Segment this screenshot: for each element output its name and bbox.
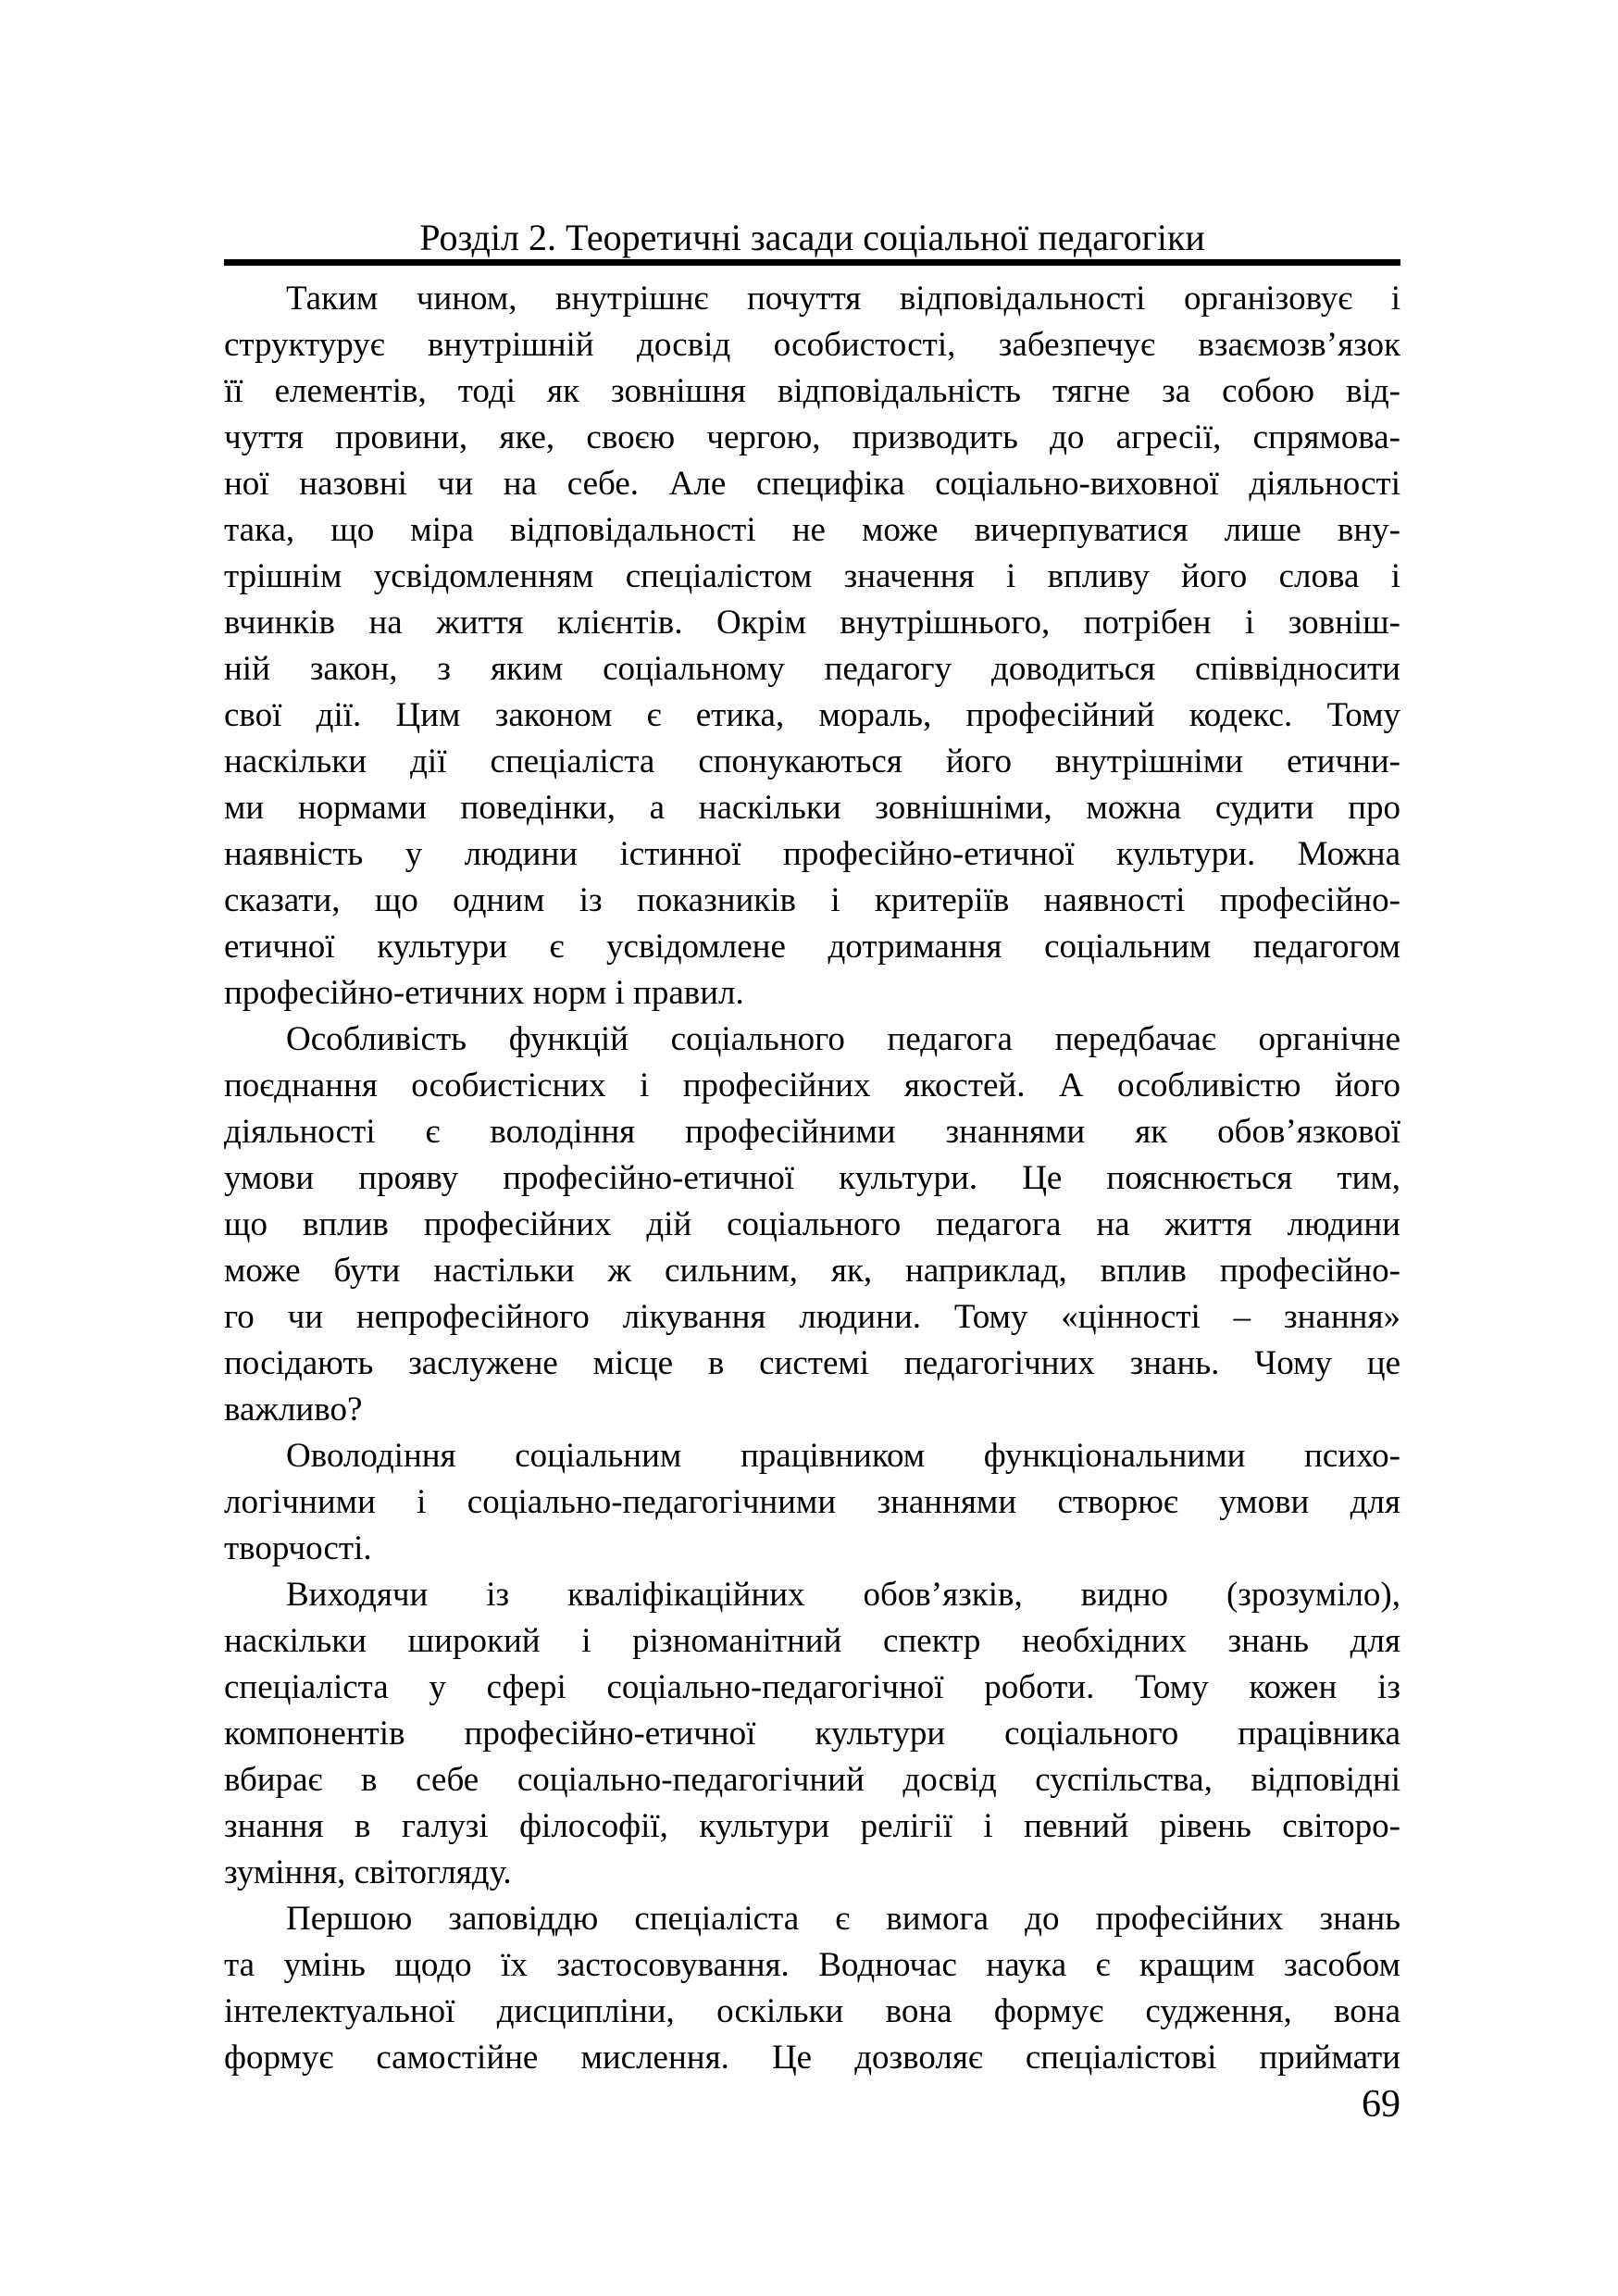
page-body-text xyxy=(224,276,1400,2081)
running-header xyxy=(224,217,1400,266)
text-line: та умінь щодо їх застосовування. Водночас наука є кращим засобом xyxy=(224,1946,1400,1984)
text-line: вбирає в себе соціально-педагогічний досвід суспільства, відповідні xyxy=(224,1761,1400,1799)
text-line: структурує внутрішній досвід особистості, забезпечує взаємозв’язок xyxy=(224,326,1400,364)
text-line: трішнім усвідомленням спеціалістом значення і впливу його слова і xyxy=(224,557,1400,595)
text-line: вчинків на життя клієнтів. Окрім внутрішнього, потрібен і зовніш- xyxy=(224,604,1400,642)
text-line: наскільки широкий і різноманітний спектр необхідних знань для xyxy=(224,1622,1400,1660)
text-line: може бути настільки ж сильним, як, наприклад, вплив професійно- xyxy=(224,1252,1400,1290)
text-line: інтелектуальної дисципліни, оскільки вона формує судження, вона xyxy=(224,1992,1400,2030)
text-line: наявність у людини істинної професійно-етичної культури. Можна xyxy=(224,835,1400,873)
text-line: діяльності є володіння професійними знаннями як обов’язкової xyxy=(224,1113,1400,1151)
text-line: творчості. xyxy=(224,1529,372,1567)
page-number: 69 xyxy=(1362,2083,1400,2126)
chapter-title: Розділ 2. Теоретичні засади соціальної педагогіки xyxy=(419,217,1205,258)
text-line: Оволодіння соціальним працівником функціональними психо- xyxy=(286,1437,1400,1475)
text-line: го чи непрофесійного лікування людини. Тому «цінності – знання» xyxy=(224,1298,1400,1336)
text-line: Таким чином, внутрішнє почуття відповідальності організовує і xyxy=(286,280,1400,318)
text-line: свої дії. Цим законом є етика, мораль, професійний кодекс. Тому xyxy=(224,696,1400,734)
text-line: сказати, що одним із показників і критеріїв наявності професійно- xyxy=(224,881,1400,919)
text-line: чуття провини, яке, своєю чергою, призводить до агресії, спрямова- xyxy=(224,418,1400,456)
text-line: Виходячи із кваліфікаційних обов’язків, видно (зрозуміло), xyxy=(286,1576,1400,1614)
text-line: що вплив професійних дій соціального педагога на життя людини xyxy=(224,1205,1400,1243)
text-line: її елементів, тоді як зовнішня відповідальність тягне за собою від- xyxy=(224,372,1400,410)
text-line: спеціаліста у сфері соціально-педагогічної роботи. Тому кожен із xyxy=(224,1668,1400,1706)
text-line: професійно-етичних норм і правил. xyxy=(224,974,744,1012)
text-line: ми нормами поведінки, а наскільки зовнішніми, можна судити про xyxy=(224,789,1400,827)
text-line: важливо? xyxy=(224,1391,363,1429)
text-line: етичної культури є усвідомлене дотримання соціальним педагогом xyxy=(224,928,1400,966)
text-line: зуміння, світогляду. xyxy=(224,1853,512,1891)
text-line: Першою заповіддю спеціаліста є вимога до професійних знань xyxy=(286,1900,1400,1938)
text-line: наскільки дії спеціаліста спонукаються його внутрішніми етични- xyxy=(224,742,1400,780)
text-line: умови прояву професійно-етичної культури. Це пояснюється тим, xyxy=(224,1159,1400,1197)
text-line: ної назовні чи на себе. Але специфіка соціально-виховної діяльності xyxy=(224,465,1400,503)
text-line: формує самостійне мислення. Це дозволяє спеціалістові приймати xyxy=(224,2039,1400,2077)
text-line: логічними і соціально-педагогічними знаннями створює умови для xyxy=(224,1483,1400,1521)
text-line: знання в галузі філософії, культури релігії і певний рівень світоро- xyxy=(224,1807,1400,1845)
text-line: компонентів професійно-етичної культури соціального працівника xyxy=(224,1715,1400,1753)
text-line: посідають заслужене місце в системі педагогічних знань. Чому це xyxy=(224,1344,1400,1382)
text-line: ній закон, з яким соціальному педагогу доводиться співвідносити xyxy=(224,650,1400,688)
text-line: така, що міра відповідальності не може вичерпуватися лише вну- xyxy=(224,511,1400,549)
text-line: Особливість функцій соціального педагога передбачає органічне xyxy=(286,1020,1400,1058)
text-line: поєднання особистісних і професійних якостей. А особливістю його xyxy=(224,1067,1400,1104)
